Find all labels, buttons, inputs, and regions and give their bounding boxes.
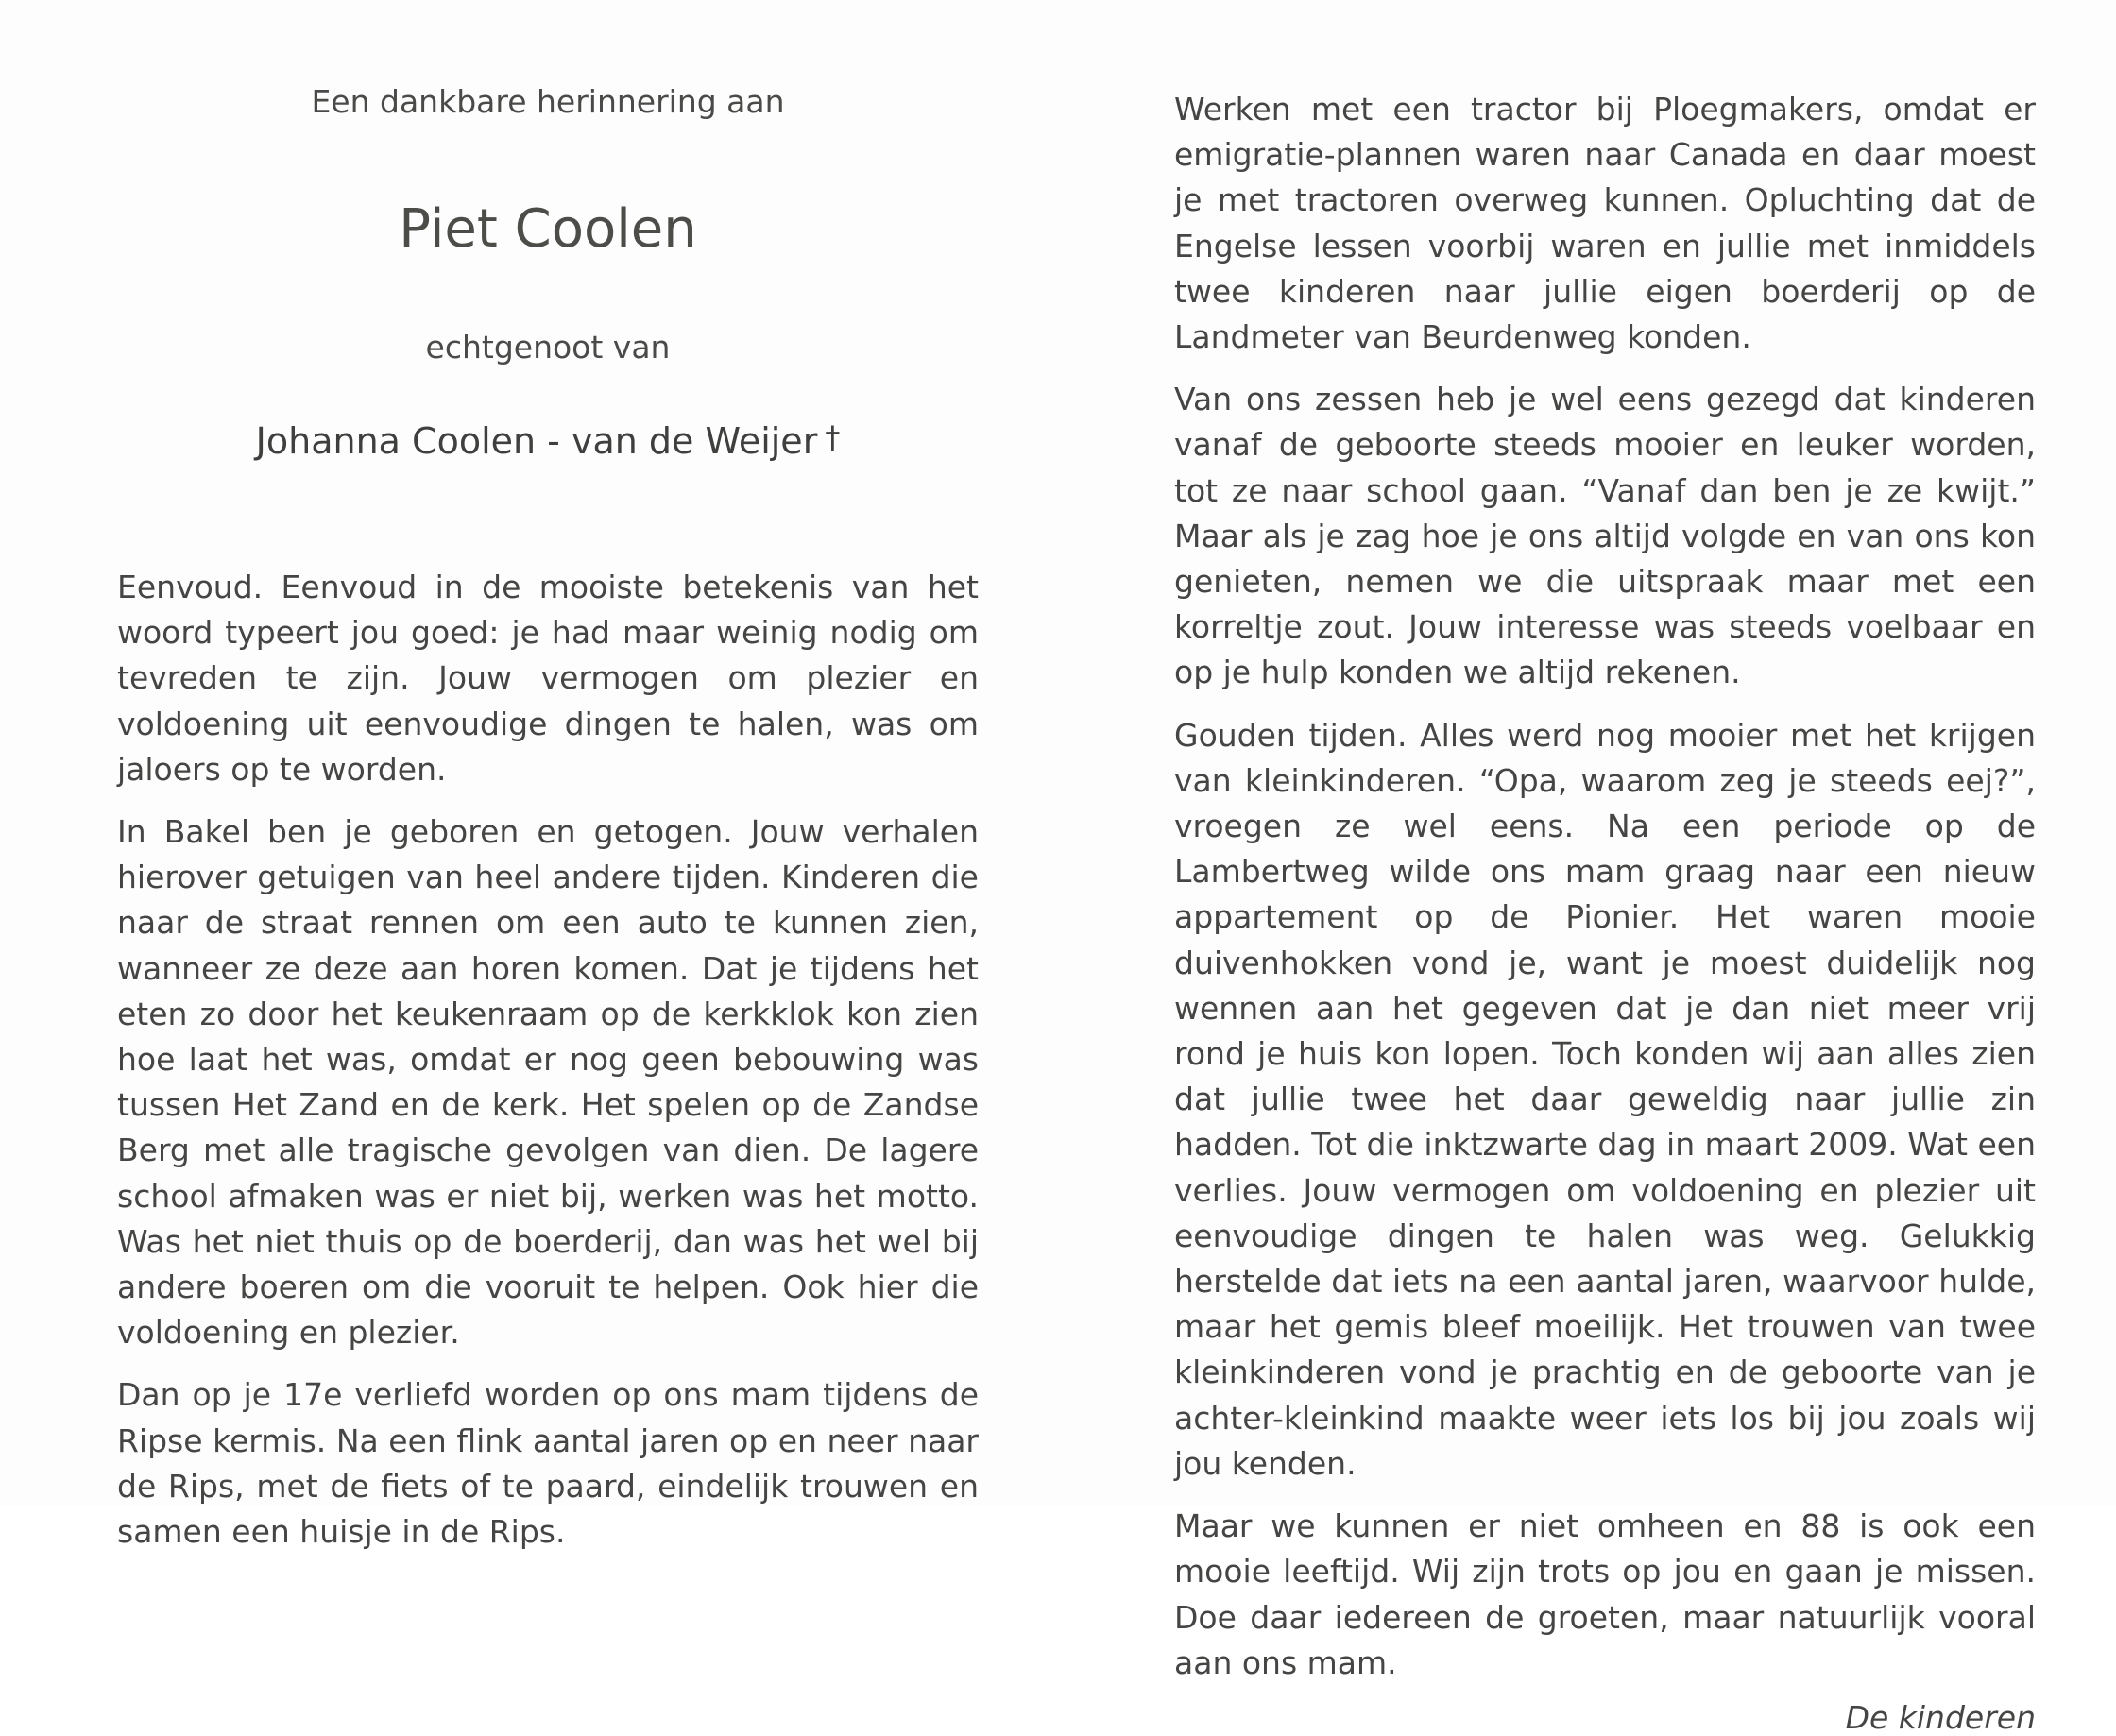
paragraph: In Bakel ben je geboren en getogen. Jouw verhalen hierover getuigen van heel andere tijden. Kinderen die naar de straat rennen om een auto te kunnen zien, wanneer ze deze aan horen komen. Dat je tijdens het eten zo door het keukenraam op de kerkklok kon zien hoe laat het was, omdat er nog geen bebouwing was tussen Het Zand en de kerk. Het spelen op de Zandse Berg met alle tragische gevolgen van dien. De lagere school afmaken was er niet bij, werken was het motto. Was het niet thuis op de boerderij, dan was het wel bij andere boeren om die vooruit te helpen. Ook hier die voldoening en plezier. xyxy=(117,813,979,1352)
paragraph: Werken met een tractor bij Ploegmakers, omdat er emigratie-plannen waren naar Canada en daar moest je met tractoren overweg kunnen. Opluchting dat de Engelse lessen voorbij waren en jullie met inmiddels twee kinderen naar jullie eigen boerderij op de Landmeter van Beurdenweg konden. xyxy=(1174,91,2036,356)
paragraph: Van ons zessen heb je wel eens gezegd dat kinderen vanaf de geboorte steeds mooier en leuker worden, tot ze naar school gaan. “Vanaf dan ben je ze kwijt.” Maar als je zag hoe je ons altijd volgde en van ons kon genieten, nemen we die uitspraak maar met een korreltje zout. Jouw interesse was steeds voelbaar en op je hulp konden we altijd rekenen. xyxy=(1174,381,2036,691)
deceased-name: Piet Coolen xyxy=(399,198,697,260)
spouse-name-line xyxy=(117,419,979,462)
paragraph: Dan op je 17e verliefd worden op ons mam tijdens de Ripse kermis. Na een flink aantal jaren op en neer naar de Rips, met de fiets of te paard, eindelijk trouwen en samen een huisje in de Rips. xyxy=(117,1376,979,1551)
paragraph: Maar we kunnen er niet omheen en 88 is ook een mooie leeftijd. Wij zijn trots op jou en gaan je missen. Doe daar iedereen de groeten, maar natuurlijk vooral aan ons mam. xyxy=(1174,1507,2036,1681)
signature: De kinderen xyxy=(1845,1698,2036,1736)
left-body-text xyxy=(117,565,979,1572)
spouse-intro-text: echtgenoot van xyxy=(425,329,671,366)
paragraph: Gouden tijden. Alles werd nog mooier met het krijgen van kleinkinderen. “Opa, waarom zeg je steeds eej?”, vroegen ze wel eens. Na een periode op de Lambertweg wilde ons mam graag naar een nieuw appartement op de Pionier. Het waren mooie duivenhokken vond je, want je moest duidelijk nog wennen aan het gegeven dat je dan niet meer vrij rond je huis kon lopen. Toch konden wij aan alles zien dat jullie twee het daar geweldig naar jullie zin hadden. Tot die inktzwarte dag in maart 2009. Wat een verlies. Jouw vermogen om voldoening en plezier uit eenvoudige dingen te halen was weg. Gelukkig herstelde dat iets na een aantal jaren, waarvoor hulde, maar het gemis bleef moeilijk. Het trouwen van twee kleinkinderen vond je prachtig en de geboorte van je achter-kleinkind maakte weer iets los bij jou zoals wij jou kenden. xyxy=(1174,716,2036,1482)
right-body-text xyxy=(1174,87,2036,1736)
paragraph: Eenvoud. Eenvoud in de mooiste betekenis van het woord typeert jou goed: je had maar weinig nodig om tevreden te zijn. Jouw vermogen om plezier en voldoening uit eenvoudige dingen te halen, was om jaloers op te worden. xyxy=(117,569,979,788)
intro-text: Een dankbare herinnering aan xyxy=(311,83,785,120)
cross-icon: † xyxy=(825,419,841,455)
spouse-name: Johanna Coolen - van de Weijer xyxy=(255,420,818,462)
